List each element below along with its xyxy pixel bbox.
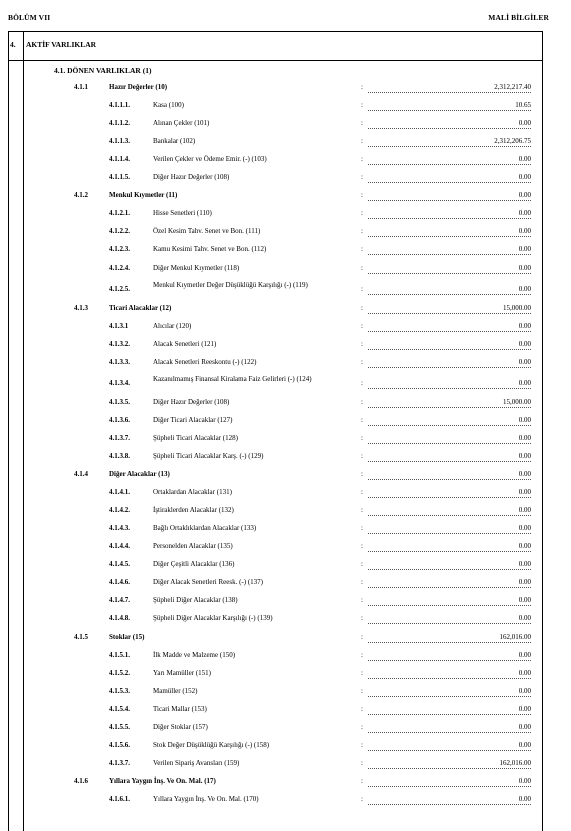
separator-colon: : — [361, 191, 363, 200]
account-code: 4.1.5.6. — [109, 740, 130, 749]
separator-colon: : — [361, 758, 363, 767]
separator-colon: : — [361, 173, 363, 182]
account-value: 162,016.00 — [368, 633, 531, 643]
separator-colon: : — [361, 83, 363, 91]
account-label: Alacak Senetleri (121) — [153, 339, 217, 348]
account-code: 4.1.3 — [74, 303, 88, 312]
account-label: Verilen Sipariş Avansları (159) — [153, 758, 240, 767]
account-value: 0.00 — [368, 542, 531, 552]
separator-colon: : — [361, 596, 363, 605]
account-code: 4.1.3.8. — [109, 452, 130, 460]
account-label: Kamu Kesimi Tahv. Senet ve Bon. (112) — [153, 245, 267, 254]
separator-colon: : — [361, 560, 363, 569]
account-label: Verilen Çekler ve Ödeme Emir. (-) (103) — [153, 155, 267, 164]
separator-colon: : — [361, 357, 363, 366]
account-value: 0.00 — [368, 209, 531, 219]
account-value: 0.00 — [368, 155, 531, 165]
account-code: 4.1.5.3. — [109, 686, 130, 695]
account-label: Diğer Menkul Kıymetler (118) — [153, 263, 240, 272]
account-value: 0.00 — [368, 264, 531, 274]
account-value: 0.00 — [368, 741, 531, 751]
separator-colon: : — [361, 488, 363, 497]
account-value: 0.00 — [368, 173, 531, 183]
account-code: 4.1.3.4. — [109, 378, 130, 387]
chapter-label: BÖLÜM VII — [8, 13, 51, 22]
account-value: 0.00 — [368, 506, 531, 516]
separator-colon: : — [361, 433, 363, 442]
separator-colon: : — [361, 101, 363, 110]
separator-colon: : — [361, 321, 363, 330]
account-code: 4.1.3.3. — [109, 357, 130, 366]
account-label: Şüpheli Ticari Alacaklar Karş. (-) (129) — [153, 452, 264, 460]
account-code: 4.1.2 — [74, 191, 88, 200]
account-code: 4.1.5 — [74, 632, 88, 641]
account-code: 4.1.2.3. — [109, 245, 130, 254]
separator-colon: : — [361, 470, 363, 479]
account-label: Bankalar (102) — [153, 137, 196, 146]
account-value: 0.00 — [368, 227, 531, 237]
separator-colon: : — [361, 686, 363, 695]
account-label: Diğer Stoklar (157) — [153, 722, 208, 731]
account-code: 4.1.3.2. — [109, 339, 130, 348]
subsection-title: 4.1. DÖNEN VARLIKLAR (1) — [54, 66, 152, 75]
account-code: 4.1.6 — [74, 776, 88, 785]
account-value: 0.00 — [368, 651, 531, 661]
separator-colon: : — [361, 668, 363, 677]
account-code: 4.1.6.1. — [109, 794, 130, 803]
account-code: 4.1.3.7. — [109, 433, 130, 442]
account-label: Diğer Ticari Alacaklar (127) — [153, 415, 233, 424]
account-code: 4.1.2.1. — [109, 209, 130, 218]
account-value: 0.00 — [368, 596, 531, 606]
account-code: 4.1.4.1. — [109, 488, 130, 497]
account-value: 0.00 — [368, 191, 531, 201]
separator-colon: : — [361, 397, 363, 406]
account-value: 0.00 — [368, 795, 531, 805]
account-label: Kasa (100) — [153, 101, 184, 110]
account-label: Özel Kesim Tahv. Senet ve Bon. (111) — [153, 227, 261, 236]
account-code: 4.1.2.2. — [109, 227, 130, 236]
account-value: 0.00 — [368, 723, 531, 733]
frame-divider-horizontal — [9, 60, 542, 61]
account-code: 4.1.4.4. — [109, 542, 130, 551]
account-code: 4.1.3.5. — [109, 397, 130, 406]
separator-colon: : — [361, 740, 363, 749]
account-code: 4.1.4 — [74, 470, 88, 479]
account-label: Diğer Alacak Senetleri Reesk. (-) (137) — [153, 578, 264, 587]
separator-colon: : — [361, 776, 363, 785]
account-code: 4.1.1.2. — [109, 119, 130, 128]
account-value: 0.00 — [368, 434, 531, 444]
account-code: 4.1.5.5. — [109, 722, 130, 731]
account-value: 0.00 — [368, 379, 531, 389]
account-label: Stoklar (15) — [109, 632, 145, 641]
account-value: 0.00 — [368, 578, 531, 588]
separator-colon: : — [361, 415, 363, 424]
account-value: 15,000.00 — [368, 304, 531, 314]
account-label: Alacak Senetleri Reeskontu (-) (122) — [153, 357, 257, 366]
separator-colon: : — [361, 704, 363, 713]
separator-colon: : — [361, 794, 363, 803]
account-value: 0.00 — [368, 560, 531, 570]
account-label: Menkul Kıymetler Değer Düşüklüğü Karşılığı (-) (119) — [153, 280, 308, 289]
account-label: Ortaklardan Alacaklar (131) — [153, 488, 232, 497]
account-code: 4.1.5.1. — [109, 650, 130, 659]
account-code: 4.1.2.5. — [109, 284, 130, 293]
account-label: Ticari Alacaklar (12) — [109, 303, 172, 312]
separator-colon: : — [361, 524, 363, 533]
account-code: 4.1.1 — [74, 83, 88, 91]
account-label: Diğer Hazır Değerler (108) — [153, 173, 230, 182]
account-value: 2,312,206.75 — [368, 137, 531, 147]
account-label: Alınan Çekler (101) — [153, 119, 210, 128]
account-label: Ticari Mallar (153) — [153, 704, 207, 713]
separator-colon: : — [361, 119, 363, 128]
account-value: 0.00 — [368, 777, 531, 787]
separator-colon: : — [361, 722, 363, 731]
separator-colon: : — [361, 650, 363, 659]
account-code: 4.1.2.4. — [109, 263, 130, 272]
account-value: 0.00 — [368, 687, 531, 697]
separator-colon: : — [361, 506, 363, 515]
account-code: 4.1.5.4. — [109, 704, 130, 713]
separator-colon: : — [361, 284, 363, 293]
account-value: 0.00 — [368, 705, 531, 715]
section-header-right: MALİ BİLGİLER — [488, 13, 549, 22]
account-value: 0.00 — [368, 452, 531, 462]
account-label: Alıcılar (120) — [153, 321, 192, 330]
account-value: 162,016.00 — [368, 759, 531, 769]
account-code: 4.1.3.1 — [109, 321, 129, 330]
account-value: 0.00 — [368, 470, 531, 480]
separator-colon: : — [361, 137, 363, 146]
separator-colon: : — [361, 263, 363, 272]
separator-colon: : — [361, 155, 363, 164]
frame-divider-vertical — [23, 32, 24, 831]
separator-colon: : — [361, 209, 363, 218]
account-label: Yarı Mamüller (151) — [153, 668, 212, 677]
account-value: 0.00 — [368, 358, 531, 368]
account-code: 4.1.4.3. — [109, 524, 130, 533]
account-label: Menkul Kıymetler (11) — [109, 191, 178, 200]
separator-colon: : — [361, 632, 363, 641]
account-value: 0.00 — [368, 340, 531, 350]
account-label: Mamüller (152) — [153, 686, 198, 695]
account-value: 15,000.00 — [368, 398, 531, 408]
section-number: 4. — [10, 40, 16, 49]
account-label: Diğer Hazır Değerler (108) — [153, 397, 230, 406]
separator-colon: : — [361, 542, 363, 551]
account-label: Şüpheli Ticari Alacaklar (128) — [153, 433, 238, 442]
account-value: 10.65 — [368, 101, 531, 111]
separator-colon: : — [361, 303, 363, 312]
account-code: 4.1.3.7. — [109, 758, 130, 767]
separator-colon: : — [361, 578, 363, 587]
account-code: 4.1.4.5. — [109, 560, 130, 569]
account-label: Diğer Çeşitli Alacaklar (136) — [153, 560, 235, 569]
separator-colon: : — [361, 227, 363, 236]
separator-colon: : — [361, 452, 363, 460]
account-label: Kazanılmamış Finansal Kiralama Faiz Gelirleri (-) (124) — [153, 374, 312, 383]
account-code: 4.1.1.5. — [109, 173, 130, 182]
account-value: 2,312,217.40 — [368, 83, 531, 93]
separator-colon: : — [361, 378, 363, 387]
account-label: İlk Madde ve Malzeme (150) — [153, 650, 236, 659]
separator-colon: : — [361, 614, 363, 623]
account-label: Personelden Alacaklar (135) — [153, 542, 233, 551]
account-label: Yıllara Yaygın İnş. Ve On. Mal. (170) — [153, 794, 259, 803]
account-value: 0.00 — [368, 285, 531, 295]
account-label: Stok Değer Düşüklüğü Karşılığı (-) (158) — [153, 740, 270, 749]
account-label: Yıllara Yaygın İnş. Ve On. Mal. (17) — [109, 776, 216, 785]
account-code: 4.1.4.6. — [109, 578, 130, 587]
account-value: 0.00 — [368, 524, 531, 534]
account-code: 4.1.3.6. — [109, 415, 130, 424]
account-value: 0.00 — [368, 488, 531, 498]
account-code: 4.1.1.4. — [109, 155, 130, 164]
account-label: Şüpheli Diğer Alacaklar Karşılığı (-) (139) — [153, 614, 273, 623]
account-code: 4.1.4.2. — [109, 506, 130, 515]
account-label: Hazır Değerler (10) — [109, 83, 168, 91]
account-code: 4.1.4.8. — [109, 614, 130, 623]
account-code: 4.1.1.1. — [109, 101, 130, 110]
account-code: 4.1.5.2. — [109, 668, 130, 677]
account-value: 0.00 — [368, 669, 531, 679]
separator-colon: : — [361, 339, 363, 348]
account-label: Şüpheli Diğer Alacaklar (138) — [153, 596, 238, 605]
account-label: Hisse Senetleri (110) — [153, 209, 212, 218]
account-code: 4.1.1.3. — [109, 137, 130, 146]
account-label: Bağlı Ortaklıklardan Alacaklar (133) — [153, 524, 257, 533]
account-value: 0.00 — [368, 614, 531, 624]
separator-colon: : — [361, 245, 363, 254]
account-label: Diğer Alacaklar (13) — [109, 470, 170, 479]
account-value: 0.00 — [368, 416, 531, 426]
account-value: 0.00 — [368, 119, 531, 129]
account-code: 4.1.4.7. — [109, 596, 130, 605]
account-value: 0.00 — [368, 322, 531, 332]
section-title: AKTİF VARLIKLAR — [26, 40, 97, 49]
account-value: 0.00 — [368, 245, 531, 255]
account-label: İştiraklerden Alacaklar (132) — [153, 506, 234, 515]
